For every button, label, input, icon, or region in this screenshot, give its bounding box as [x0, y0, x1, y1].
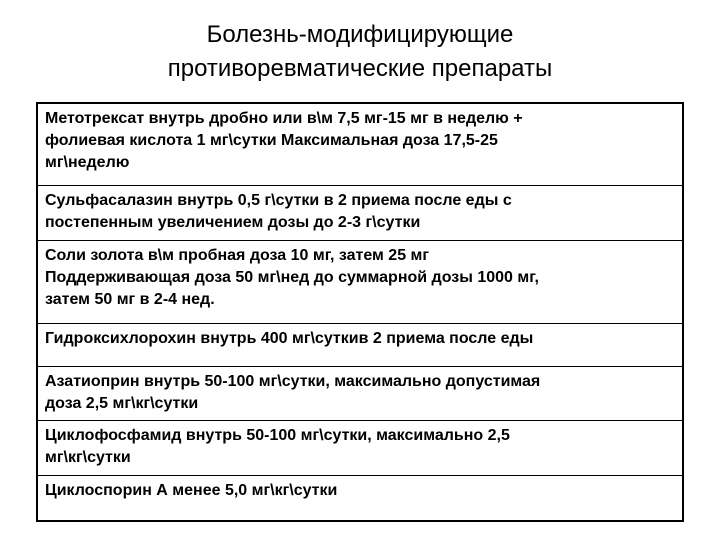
row-text-line: фолиевая кислота 1 мг\сутки Максимальная доза 17,5-25 [45, 132, 498, 149]
row-text-line: Циклофосфамид внутрь 50-100 мг\сутки, максимально 2,5 [45, 427, 510, 444]
table-row-cyclophosphamide [38, 421, 682, 476]
page-title [0, 18, 720, 86]
row-text-line: мг\кг\сутки [45, 449, 131, 466]
row-text-line: доза 2,5 мг\кг\сутки [45, 395, 199, 412]
table-row-methotrexate [38, 104, 682, 186]
table-row-gold-salts [38, 241, 682, 324]
row-text-line: постепенным увеличением дозы до 2-3 г\сутки [45, 214, 421, 231]
table-row-hydroxychloroquine [38, 324, 682, 367]
table-row-cyclosporine [38, 476, 682, 520]
row-text-line: Циклоспорин А менее 5,0 мг\кг\сутки [45, 482, 338, 499]
title-line-2: противоревматические препараты [167, 55, 553, 82]
row-text-line: Соли золота в\м пробная доза 10 мг, затем 25 мг [45, 247, 430, 264]
row-text-line: Сульфасалазин внутрь 0,5 г\сутки в 2 приема после еды с [45, 192, 512, 209]
row-text-line: затем 50 мг в 2-4 нед. [45, 291, 215, 308]
row-text-line: Гидроксихлорохин внутрь 400 мг\суткив 2 приема после еды [45, 330, 534, 347]
drug-table [36, 102, 684, 522]
row-text-line: мг\неделю [45, 154, 130, 171]
table-row-azathioprine [38, 367, 682, 421]
table-row-sulfasalazine [38, 186, 682, 241]
title-line-1: Болезнь-модифицирующие [206, 21, 514, 48]
row-text-line: Поддерживающая доза 50 мг\нед до суммарной дозы 1000 мг, [45, 269, 539, 286]
row-text-line: Азатиоприн внутрь 50-100 мг\сутки, максимально допустимая [45, 373, 541, 390]
row-text-line: Метотрексат внутрь дробно или в\м 7,5 мг-15 мг в неделю + [45, 110, 523, 127]
